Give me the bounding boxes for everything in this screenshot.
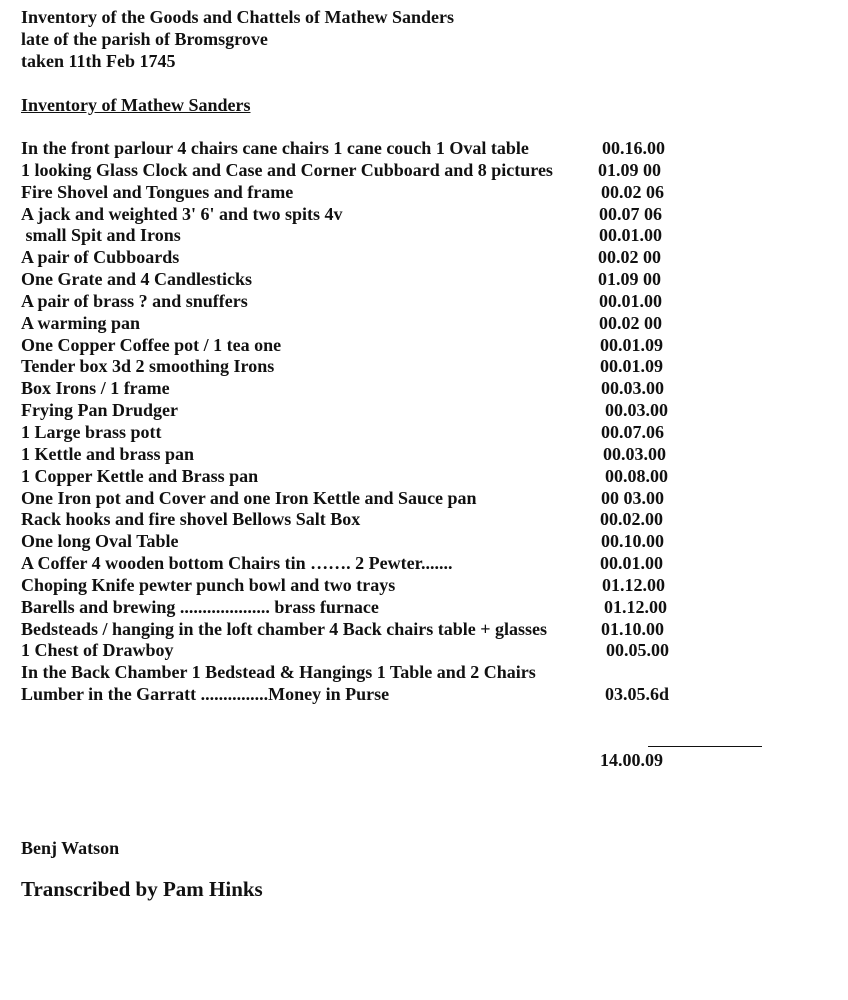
item-value: 00.02.00 [600,509,663,530]
item-value: 00.01.09 [600,334,663,355]
item-description: A warming pan [21,312,141,333]
inventory-item [0,378,848,400]
inventory-item [0,160,848,182]
item-description: In the front parlour 4 chairs cane chairs 1 cane couch 1 Oval table [21,138,529,158]
inventory-item [0,356,848,378]
item-description: 1 Kettle and brass pan [21,443,195,464]
item-value: 00.01.00 [599,290,662,311]
item-value: 01.12.00 [604,596,667,617]
inventory-item [0,291,848,313]
item-description: A pair of Cubboards [21,247,180,268]
item-description: Rack hooks and fire shovel Bellows Salt Box [21,509,361,530]
item-value: 00.01.00 [600,553,663,574]
inventory-item [0,400,848,422]
item-value: 00.16.00 [602,138,665,158]
total-rule [648,746,762,747]
item-description: In the Back Chamber 1 Bedstead & Hangings 1 Table and 2 Chairs [21,662,536,683]
item-value: 00.01.00 [599,225,662,246]
item-description: Tender box 3d 2 smoothing Irons [21,356,275,377]
item-value: 00.02 00 [599,312,662,333]
inventory-item [0,138,848,160]
header-line-3: taken 11th Feb 1745 [21,51,176,71]
inventory-item [0,269,848,291]
item-description: Bedsteads / hanging in the loft chamber 4 Back chairs table + glasses [21,618,547,639]
transcriber-credit: Transcribed by Pam Hinks [21,877,263,901]
item-description: Box Irons / 1 frame [21,378,170,399]
item-value: 00.03.00 [605,400,668,421]
item-description: A jack and weighted 3' 6' and two spits 4v [21,203,343,224]
item-value: 01.10.00 [601,618,664,639]
header-line-2: late of the parish of Bromsgrove [21,29,268,49]
inventory-item [0,182,848,204]
item-description: 1 looking Glass Clock and Case and Corner Cubboard and 8 pictures [21,159,553,180]
item-value: 00.08.00 [605,465,668,486]
inventory-item [0,204,848,226]
item-value: 00.03.00 [601,378,664,399]
inventory-item [0,335,848,357]
inventory-item [0,619,848,641]
item-description: Choping Knife pewter punch bowl and two trays [21,574,396,595]
inventory-list [0,138,848,706]
inventory-item [0,662,848,684]
item-value: 00 03.00 [601,487,664,508]
inventory-item [0,247,848,269]
item-value: 00.03.00 [603,443,666,464]
item-description: One long Oval Table [21,531,179,552]
item-description: One Copper Coffee pot / 1 tea one [21,334,282,355]
item-value: 00.01.09 [600,356,663,377]
item-value: 00.02 06 [601,181,664,202]
signer-name: Benj Watson [21,838,120,858]
item-description: 1 Copper Kettle and Brass pan [21,465,259,486]
item-value: 00.10.00 [601,531,664,552]
inventory-item [0,313,848,335]
inventory-item [0,422,848,444]
item-value: 00.02 00 [598,247,661,268]
item-value: 01.09 00 [598,269,661,290]
inventory-item [0,640,848,662]
inventory-item [0,684,848,706]
inventory-item [0,531,848,553]
subheading: Inventory of Mathew Sanders [21,95,251,115]
item-description: Fire Shovel and Tongues and frame [21,181,294,202]
item-description: One Grate and 4 Candlesticks [21,269,253,290]
inventory-item [0,488,848,510]
header-line-1: Inventory of the Goods and Chattels of Mathew Sanders [21,7,455,27]
inventory-item [0,225,848,247]
item-description: Frying Pan Drudger [21,400,178,421]
item-description: Lumber in the Garratt ...............Money in Purse [21,684,390,705]
item-value: 00.05.00 [606,640,669,661]
item-value: 00.07 06 [599,203,662,224]
inventory-item [0,444,848,466]
item-value: 03.05.6d [605,684,670,705]
inventory-item [0,509,848,531]
inventory-item [0,575,848,597]
item-description: One Iron pot and Cover and one Iron Kettle and Sauce pan [21,487,477,508]
item-description: small Spit and Irons [21,225,181,246]
item-description: 1 Chest of Drawboy [21,640,174,661]
item-description: Barells and brewing .................... brass furnace [21,596,379,617]
inventory-item [0,597,848,619]
item-description: A pair of brass ? and snuffers [21,290,248,311]
item-description: 1 Large brass pott [21,421,162,442]
item-description: A Coffer 4 wooden bottom Chairs tin ……. 2 Pewter....... [21,553,453,574]
item-value: 01.12.00 [602,574,665,595]
total-value: 14.00.09 [600,750,663,770]
item-value: 01.09 00 [598,159,661,180]
inventory-item [0,466,848,488]
inventory-item [0,553,848,575]
item-value: 00.07.06 [601,421,664,442]
